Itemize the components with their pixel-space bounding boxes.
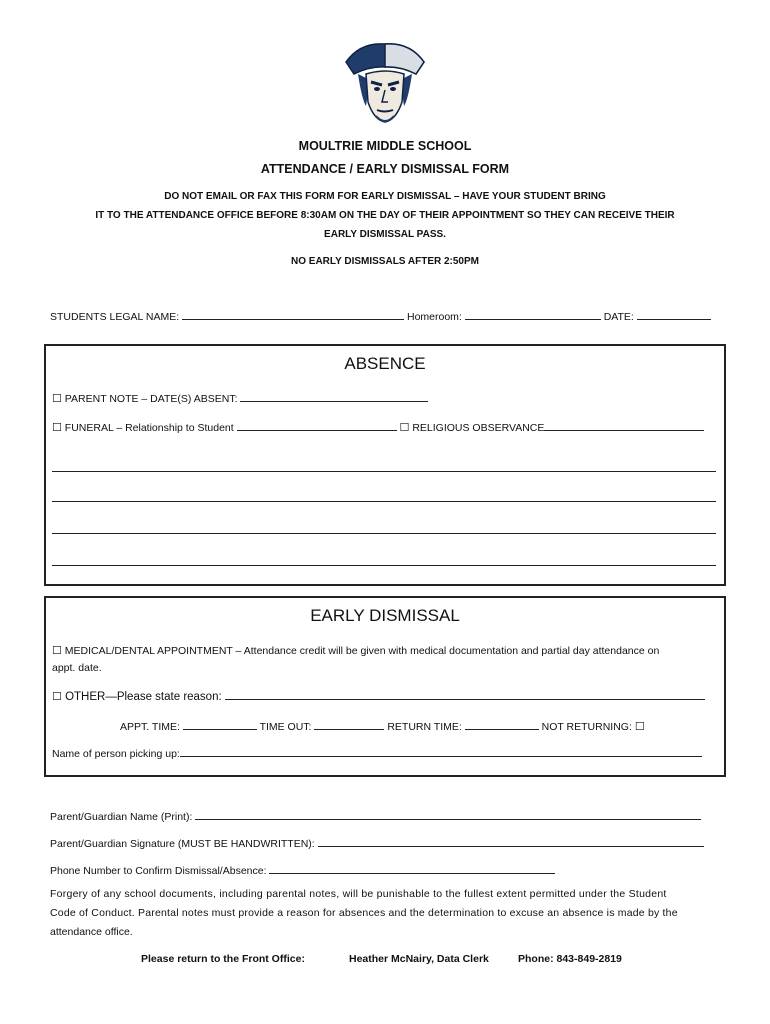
return-time-field[interactable]: [465, 718, 539, 730]
religious-field[interactable]: [544, 419, 704, 431]
absence-section: [44, 344, 726, 586]
dismissal-cutoff: NO EARLY DISMISSALS AFTER 2:50PM: [291, 256, 479, 267]
medical-row: [52, 644, 659, 657]
time-out-field[interactable]: [314, 718, 384, 730]
guardian-name-field[interactable]: [195, 808, 701, 820]
early-dismissal-section: [44, 596, 726, 777]
homeroom-label: Homeroom:: [406, 311, 462, 323]
date-label: DATE:: [603, 311, 634, 323]
other-checkbox[interactable]: ☐: [52, 690, 62, 703]
appt-time-label: APPT. TIME:: [120, 721, 180, 733]
appt-time-field[interactable]: [183, 718, 257, 730]
notice-line-2: IT TO THE ATTENDANCE OFFICE BEFORE 8:30AM ON THE DAY OF THEIR APPOINTMENT SO THEY CAN RECEIVE THEIR: [95, 210, 675, 221]
parent-note-row: [52, 390, 428, 405]
funeral-relationship-field[interactable]: [237, 419, 397, 431]
phone-field[interactable]: [269, 862, 555, 874]
data-clerk: Heather McNairy, Data Clerk: [349, 953, 489, 965]
dates-absent-field[interactable]: [240, 390, 428, 402]
student-info-row: [50, 308, 722, 323]
notice-line-3: EARLY DISMISSAL PASS.: [324, 229, 446, 240]
forgery-line-2: Code of Conduct. Parental notes must provide a reason for absences and the determination to excuse an absence is made by the: [50, 907, 678, 919]
student-name-field[interactable]: [182, 308, 404, 320]
office-phone: Phone: 843-849-2819: [518, 953, 622, 965]
notes-line-1[interactable]: [52, 471, 716, 472]
times-row: [120, 718, 645, 733]
homeroom-field[interactable]: [465, 308, 601, 320]
medical-checkbox[interactable]: ☐: [52, 644, 62, 657]
pickup-label: Name of person picking up:: [52, 748, 180, 760]
pickup-row: [52, 745, 720, 760]
return-time-label: RETURN TIME:: [387, 721, 462, 733]
funeral-religious-row: [52, 419, 720, 434]
student-name-label: STUDENTS LEGAL NAME:: [50, 311, 180, 323]
date-field[interactable]: [637, 308, 711, 320]
religious-label: RELIGIOUS OBSERVANCE: [412, 422, 545, 434]
phone-row: [50, 862, 722, 877]
funeral-checkbox[interactable]: ☐: [52, 421, 62, 434]
forgery-line-1: Forgery of any school documents, including parental notes, will be punishable to the fullest extent permitted under the Student: [50, 888, 667, 900]
medical-label: MEDICAL/DENTAL APPOINTMENT – Attendance credit will be given with medical documentation and partial day attendance on: [64, 645, 660, 657]
other-row: [52, 688, 720, 703]
guardian-name-row: [50, 808, 722, 823]
school-name: MOULTRIE MIDDLE SCHOOL: [298, 139, 472, 153]
notes-line-2[interactable]: [52, 501, 716, 502]
other-reason-field[interactable]: [225, 688, 705, 700]
notes-line-4[interactable]: [52, 565, 716, 566]
phone-label: Phone Number to Confirm Dismissal/Absence:: [50, 865, 267, 877]
parent-note-label: PARENT NOTE – DATE(S) ABSENT:: [64, 393, 238, 405]
religious-checkbox[interactable]: ☐: [399, 421, 410, 434]
form-title: ATTENDANCE / EARLY DISMISSAL FORM: [260, 162, 510, 176]
parent-note-checkbox[interactable]: ☐: [52, 392, 62, 405]
guardian-signature-field[interactable]: [318, 835, 704, 847]
other-label: OTHER—Please state reason:: [65, 691, 222, 703]
guardian-signature-label: Parent/Guardian Signature (MUST BE HANDWRITTEN):: [50, 838, 315, 850]
patriot-mascot-icon: [340, 40, 430, 130]
medical-label-cont: appt. date.: [52, 662, 102, 674]
forgery-line-3: attendance office.: [50, 926, 133, 938]
time-out-label: TIME OUT:: [259, 721, 312, 733]
not-returning-checkbox[interactable]: ☐: [634, 720, 645, 733]
pickup-name-field[interactable]: [180, 745, 702, 757]
return-to-label: Please return to the Front Office:: [141, 953, 305, 965]
early-dismissal-title: EARLY DISMISSAL: [310, 606, 460, 625]
funeral-label: FUNERAL – Relationship to Student: [64, 422, 234, 434]
guardian-name-label: Parent/Guardian Name (Print):: [50, 811, 193, 823]
notes-line-3[interactable]: [52, 533, 716, 534]
absence-title: ABSENCE: [344, 354, 426, 373]
notice-line-1: DO NOT EMAIL OR FAX THIS FORM FOR EARLY DISMISSAL – HAVE YOUR STUDENT BRING: [164, 191, 606, 202]
guardian-signature-row: [50, 835, 722, 850]
not-returning-label: NOT RETURNING:: [541, 721, 632, 733]
